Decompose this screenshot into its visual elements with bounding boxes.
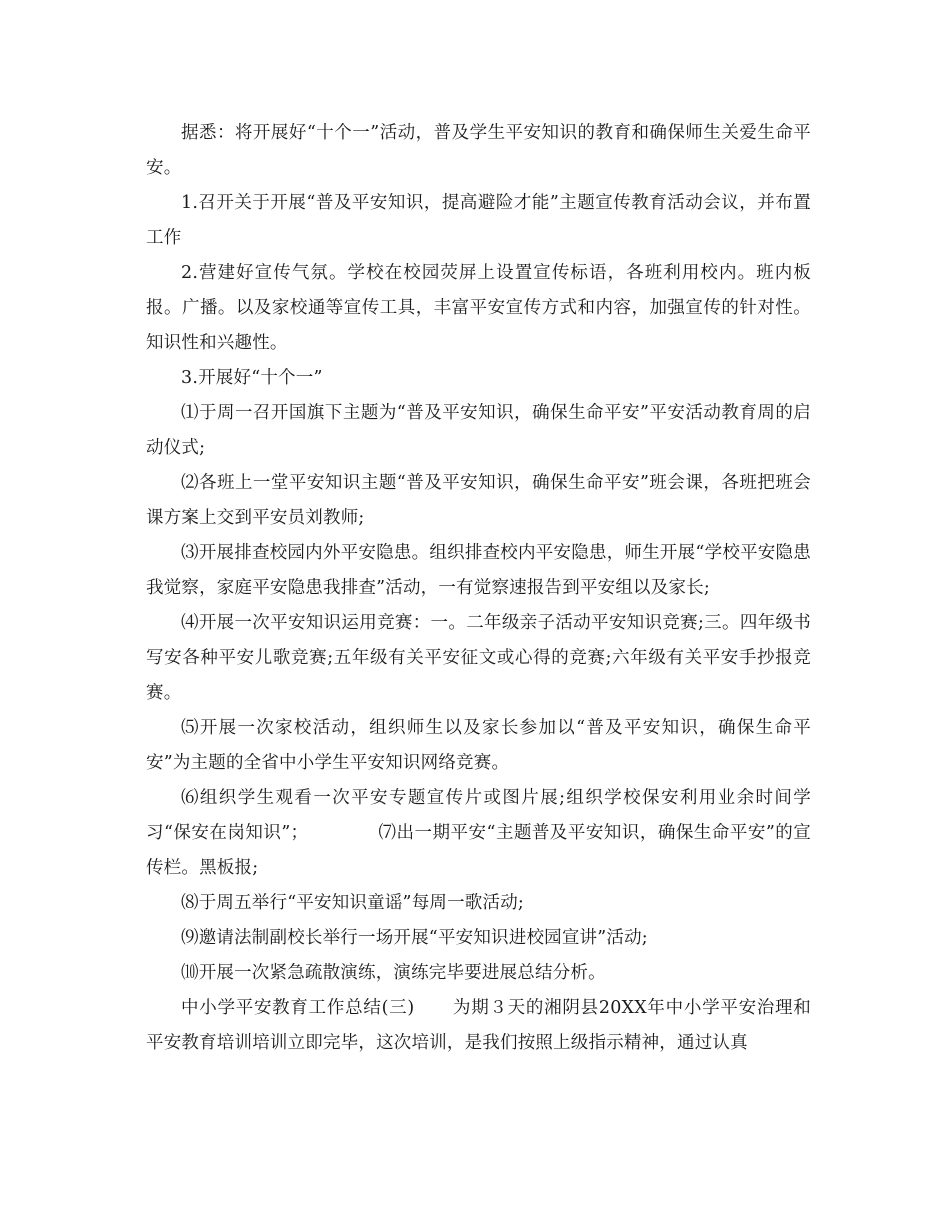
paragraph-sub-2: ⑵各班上一堂平安知识主题“普及平安知识，确保生命平安”班会课，各班把班会课方案上交到平安员刘教师; (146, 473, 811, 528)
paragraph-item-1: 1.召开关于开展“普及平安知识，提高避险才能”主题宣传教育活动会议，并布置工作 (146, 193, 811, 248)
paragraph-sub-3: ⑶开展排查校园内外平安隐患。组织排查校内平安隐患，师生开展“学校平安隐患我觉察，家庭平安隐患我排查”活动，一有觉察速报告到平安组以及家长; (146, 543, 811, 598)
paragraph-sub-9: ⑼邀请法制副校长举行一场开展“平安知识进校园宣讲”活动; (181, 928, 648, 948)
paragraph-sub-10: ⑽开展一次紧急疏散演练，演练完毕要进展总结分析。 (181, 963, 606, 983)
paragraph-sub-8: ⑻于周五举行“平安知识童谣”每周一歌活动; (181, 893, 524, 913)
section-heading: 中小学平安教育工作总结(三) (181, 998, 415, 1018)
paragraph-sub-6: ⑹组织学生观看一次平安专题宣传片或图片展;组织学校保安利用业余时间学习“保安在岗知识”； (146, 788, 811, 843)
paragraph-sub-7: ⑺出一期平安“主题普及平安知识，确保生命平安”的宣传栏。黑板报; (146, 823, 811, 878)
paragraph-item-3: 3.开展好“十个一” (181, 368, 323, 388)
paragraph-section-three (146, 991, 811, 1061)
paragraph-sub-5: ⑸开展一次家校活动，组织师生以及家长参加以“普及平安知识，确保生命平安”为主题的全省中小学生平安知识网络竞赛。 (146, 718, 811, 773)
paragraph-item-2: 2.营建好宣传气氛。学校在校园荧屏上设置宣传标语，各班利用校内。班内板报。广播。以及家校通等宣传工具，丰富平安宣传方式和内容，加强宣传的针对性。知识性和兴趣性。 (146, 263, 811, 353)
paragraph-sub-6-7 (146, 781, 811, 886)
section-body: 为期３天的湘阴县20XX年中小学平安治理和平安教育培训培训立即完毕，这次培训，是我们按照上级指示精神，通过认真 (146, 998, 811, 1053)
paragraph-sub-4: ⑷开展一次平安知识运用竞赛：一。二年级亲子活动平安知识竞赛;三。四年级书写安各种平安儿歌竞赛;五年级有关平安征文或心得的竞赛;六年级有关平安手抄报竞赛。 (146, 613, 811, 703)
document-body (146, 116, 811, 1061)
paragraph-sub-1: ⑴于周一召开国旗下主题为“普及平安知识，确保生命平安”平安活动教育周的启动仪式; (146, 403, 811, 458)
paragraph-intro: 据悉：将开展好“十个一”活动，普及学生平安知识的教育和确保师生关爱生命平安。 (146, 123, 811, 178)
